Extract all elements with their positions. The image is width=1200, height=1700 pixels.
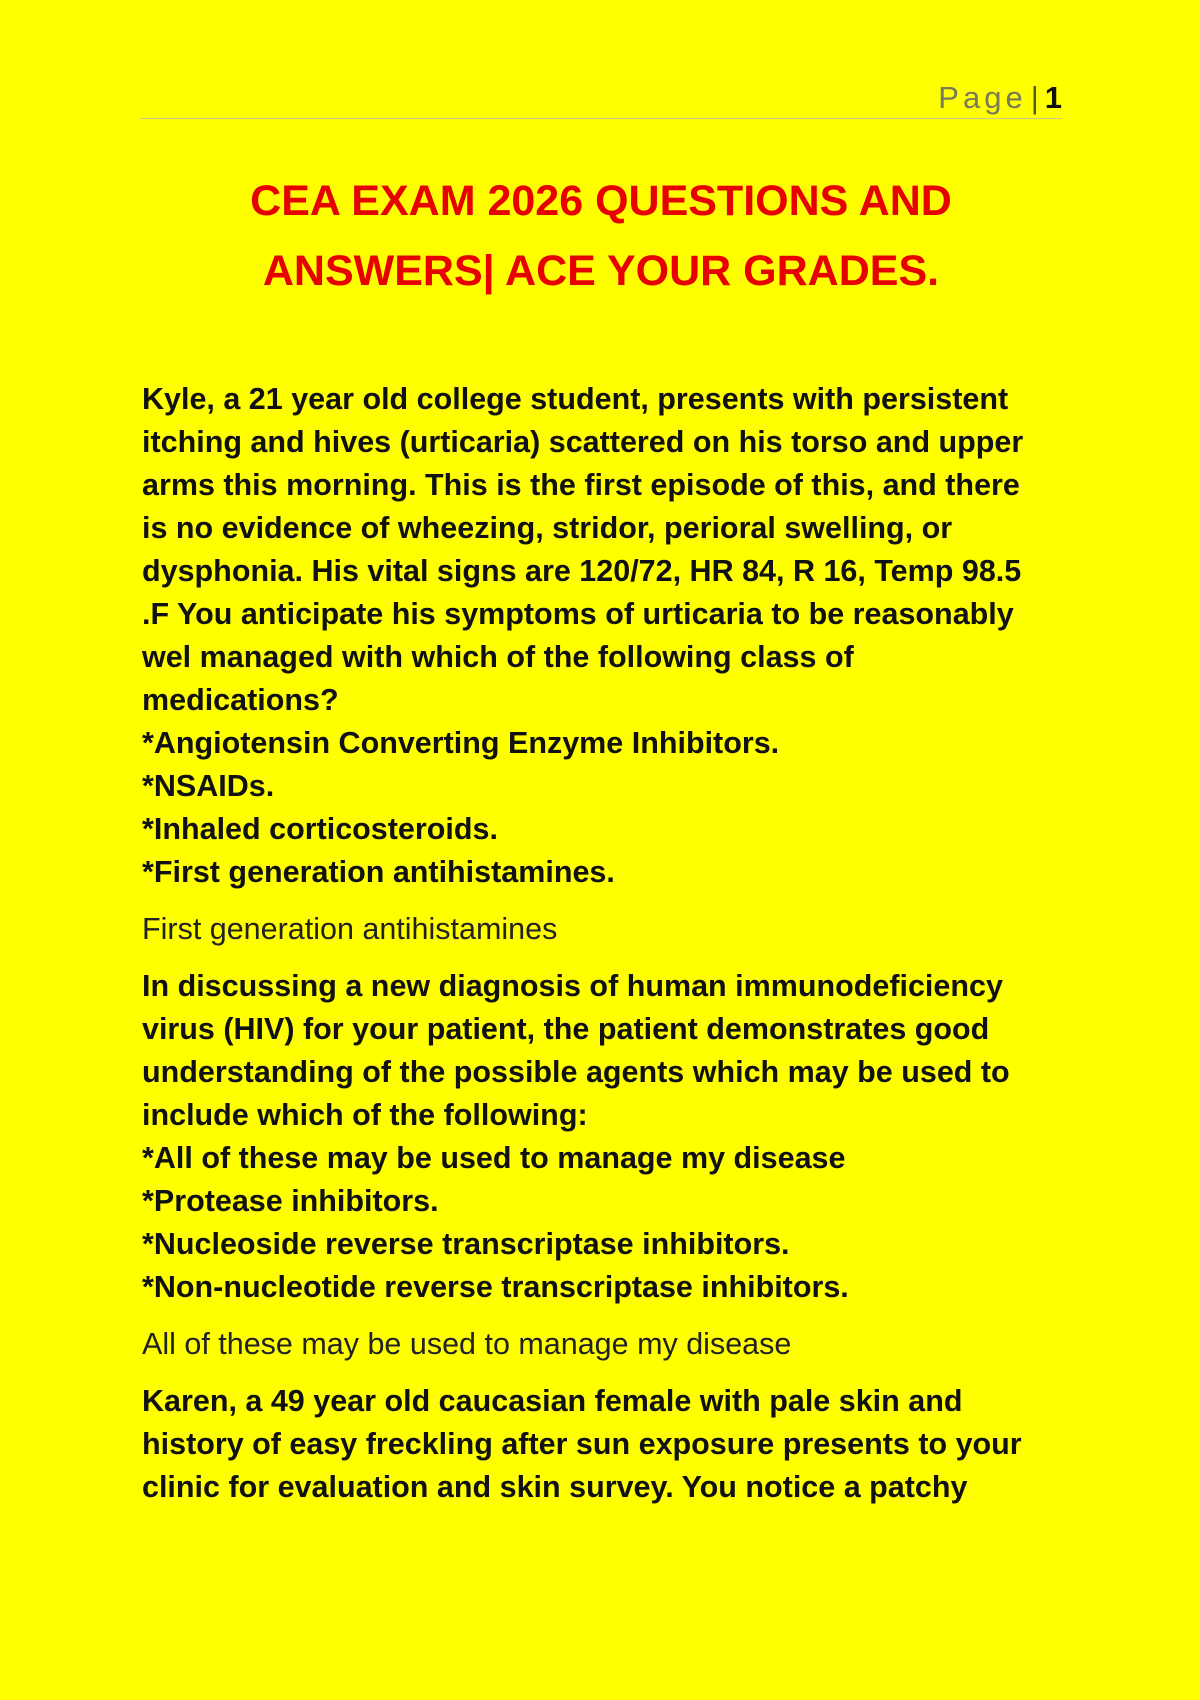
question-1-option: *Inhaled corticosteroids. xyxy=(142,812,498,846)
page-header xyxy=(140,76,1062,119)
page-separator: | xyxy=(1030,80,1043,115)
question-3 xyxy=(142,1380,1072,1509)
question-3-line: Karen, a 49 year old caucasian female with pale skin and xyxy=(142,1384,963,1418)
question-2-answer: All of these may be used to manage my disease xyxy=(142,1327,792,1361)
question-2-line: In discussing a new diagnosis of human immunodeficiency xyxy=(142,969,1003,1003)
question-3-line: clinic for evaluation and skin survey. You notice a patchy xyxy=(142,1470,968,1504)
question-1-line: arms this morning. This is the first episode of this, and there xyxy=(142,468,1020,502)
page-number-label xyxy=(938,80,1062,116)
question-2-line: understanding of the possible agents which may be used to xyxy=(142,1055,1010,1089)
question-1-option: *First generation antihistamines. xyxy=(142,855,615,889)
question-2-option: *Protease inhibitors. xyxy=(142,1184,439,1218)
title-line-1: CEA EXAM 2026 QUESTIONS AND xyxy=(250,177,952,225)
question-1-line: medications? xyxy=(142,683,339,717)
question-1-line: itching and hives (urticaria) scattered on his torso and upper xyxy=(142,425,1024,459)
question-1-line: wel managed with which of the following class of xyxy=(142,640,854,674)
question-1-line: Kyle, a 21 year old college student, presents with persistent xyxy=(142,382,1009,416)
question-1-answer: First generation antihistamines xyxy=(142,912,558,946)
question-1-option: *NSAIDs. xyxy=(142,769,275,803)
question-2-option: *Nucleoside reverse transcriptase inhibitors. xyxy=(142,1227,790,1261)
question-1 xyxy=(142,378,1072,951)
document-title xyxy=(140,166,1062,306)
document-content xyxy=(142,378,1072,1509)
question-2-option: *All of these may be used to manage my disease xyxy=(142,1141,846,1175)
question-2-line: include which of the following: xyxy=(142,1098,588,1132)
page-word: Page xyxy=(938,80,1027,115)
question-1-option: *Angiotensin Converting Enzyme Inhibitors. xyxy=(142,726,780,760)
question-2-option: *Non-nucleotide reverse transcriptase inhibitors. xyxy=(142,1270,849,1304)
question-2 xyxy=(142,965,1072,1366)
title-line-2: ANSWERS| ACE YOUR GRADES. xyxy=(262,247,940,295)
page-number: 1 xyxy=(1044,80,1062,115)
question-3-line: history of easy freckling after sun exposure presents to your xyxy=(142,1427,1022,1461)
question-2-line: virus (HIV) for your patient, the patient demonstrates good xyxy=(142,1012,990,1046)
question-1-line: is no evidence of wheezing, stridor, perioral swelling, or xyxy=(142,511,953,545)
question-1-line: dysphonia. His vital signs are 120/72, HR 84, R 16, Temp 98.5 xyxy=(142,554,1022,588)
question-1-line: .F You anticipate his symptoms of urticaria to be reasonably xyxy=(142,597,1014,631)
